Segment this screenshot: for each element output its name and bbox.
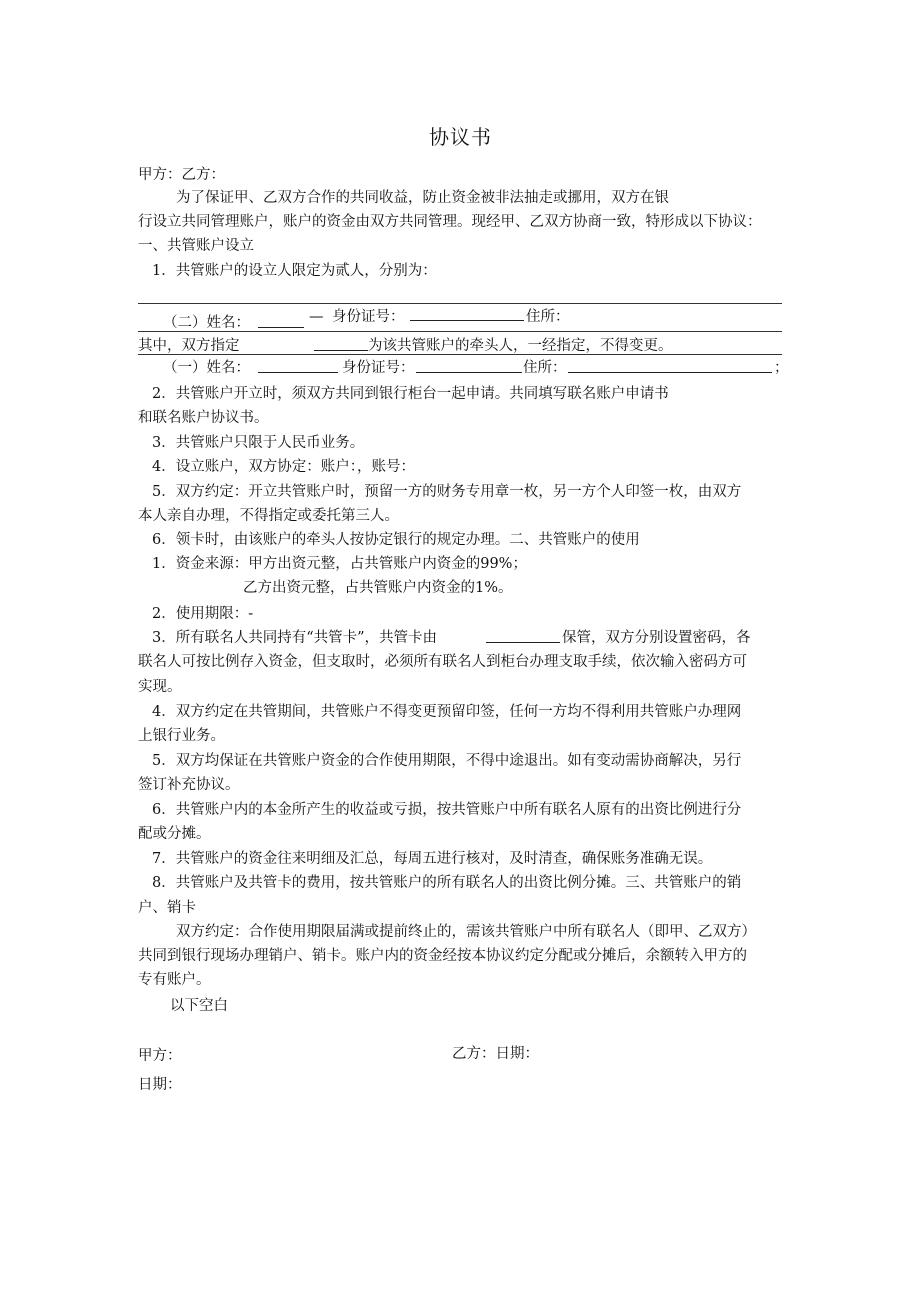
- party-a-address-label: 住所：: [523, 360, 567, 376]
- party-a-address-blank[interactable]: [568, 358, 772, 373]
- clause-1-4: 4．设立账户，双方协定：账户：，账号：: [152, 459, 415, 475]
- parties-line: 甲方：乙方：: [138, 167, 225, 183]
- clause-2-5a: 5．双方均保证在共管账户资金的合作使用期限，不得中途退出。如有变动需协商解决，另行: [152, 753, 742, 769]
- party-a-id-label: 身份证号：: [342, 360, 415, 376]
- clause-2-4b: 上银行业务。: [138, 728, 225, 744]
- party-b-id-label: 身份证号：: [332, 309, 405, 325]
- signature-party-b-date: 乙方：日期：: [452, 1046, 539, 1062]
- party-b-name-blank[interactable]: [258, 313, 304, 328]
- lead-person-text-b: 为该共管账户的牵头人，一经指定，不得变更。: [368, 338, 673, 354]
- party-a-end-mark: ；: [774, 360, 789, 376]
- clause-2-2: 2．使用期限：-: [152, 606, 254, 622]
- clause-1-5a: 5．双方约定：开立共管账户时，预留一方的财务专用章一枚，另一方个人印签一枚，由双方: [152, 484, 742, 500]
- clause-3-c: 专有账户。: [138, 972, 211, 988]
- form-rule-mid: [138, 331, 782, 332]
- clause-3-b: 共同到银行现场办理销户、销卡。账户内的资金经按本协议约定分配或分摊后，余额转入甲方的: [138, 948, 747, 964]
- intro-line-1: 为了保证甲、乙双方合作的共同收益，防止资金被非法抽走或挪用，双方在银: [176, 190, 669, 206]
- party-b-address-label: 住所：: [526, 309, 570, 325]
- clause-1-2a: 2．共管账户开立时，须双方共同到银行柜台一起申请。共同填写联名账户申请书: [152, 386, 669, 402]
- clause-2-6a: 6．共管账户内的本金所产生的收益或亏损，按共管账户中所有联名人原有的出资比例进行分: [152, 802, 742, 818]
- clause-2-4a: 4．双方约定在共管期间，共管账户不得变更预留印签，任何一方均不得利用共管账户办理网: [152, 704, 742, 720]
- clause-2-6b: 配或分摊。: [138, 826, 211, 842]
- signature-date: 日期：: [138, 1077, 182, 1093]
- party-a-id-blank[interactable]: [416, 358, 522, 373]
- blank-note: 以下空白: [170, 998, 228, 1014]
- clause-2-3b: 联名人可按比例存入资金，但支取时，必须所有联名人到柜台办理支取手续，依次输入密码方可: [138, 654, 747, 670]
- lead-person-text-a: 其中，双方指定: [138, 338, 240, 354]
- party-b-dash: —: [309, 309, 324, 325]
- clause-1-3: 3．共管账户只限于人民币业务。: [152, 435, 365, 451]
- clause-2-1a: 1．资金来源：甲方出资元整，占共管账户内资金的99%；: [152, 556, 527, 572]
- lead-person-blank[interactable]: [314, 336, 368, 351]
- clause-2-3a-pre: 3．所有联名人共同持有“共管卡”，共管卡由: [152, 630, 438, 646]
- party-b-name-label: （二）姓名：: [163, 315, 250, 331]
- clause-1-6: 6．领卡时，由该账户的牵头人按协定银行的规定办理。二、共管账户的使用: [152, 532, 640, 548]
- party-a-name-label: （一）姓名：: [163, 360, 250, 376]
- party-b-id-blank[interactable]: [410, 306, 524, 321]
- clause-2-3c: 实现。: [138, 679, 182, 695]
- form-rule-bottom: [138, 354, 782, 355]
- clause-2-8b: 户、销卡: [138, 900, 196, 916]
- clause-3-a: 双方约定：合作使用期限届满或提前终止的，需该共管账户中所有联名人（即甲、乙双方）: [176, 924, 756, 940]
- clause-1-5b: 本人亲自办理，不得指定或委托第三人。: [138, 508, 399, 524]
- card-custodian-blank[interactable]: [486, 628, 560, 643]
- clause-2-1b: 乙方出资元整，占共管账户内资金的1%。: [243, 580, 513, 596]
- form-rule-top: [138, 303, 782, 304]
- clause-2-7: 7．共管账户的资金往来明细及汇总，每周五进行核对，及时清查，确保账务准确无误。: [152, 851, 713, 867]
- party-a-name-blank[interactable]: [258, 358, 338, 373]
- section-1-heading: 一、共管账户设立: [138, 238, 254, 254]
- clause-2-8a: 8．共管账户及共管卡的费用，按共管账户的所有联名人的出资比例分摊。三、共管账户的销: [152, 875, 742, 891]
- clause-2-5b: 签订补充协议。: [138, 777, 240, 793]
- page-title: 协议书: [429, 125, 492, 149]
- clause-2-3a-post: 保管，双方分别设置密码，各: [562, 630, 751, 646]
- signature-party-a: 甲方：: [138, 1048, 182, 1064]
- intro-line-2: 行设立共同管理账户，账户的资金由双方共同管理。现经甲、乙双方协商一致，特形成以下协议：: [138, 214, 762, 230]
- clause-1-2b: 和联名账户协议书。: [138, 410, 269, 426]
- clause-1-1: 1．共管账户的设立人限定为贰人，分别为：: [152, 263, 437, 279]
